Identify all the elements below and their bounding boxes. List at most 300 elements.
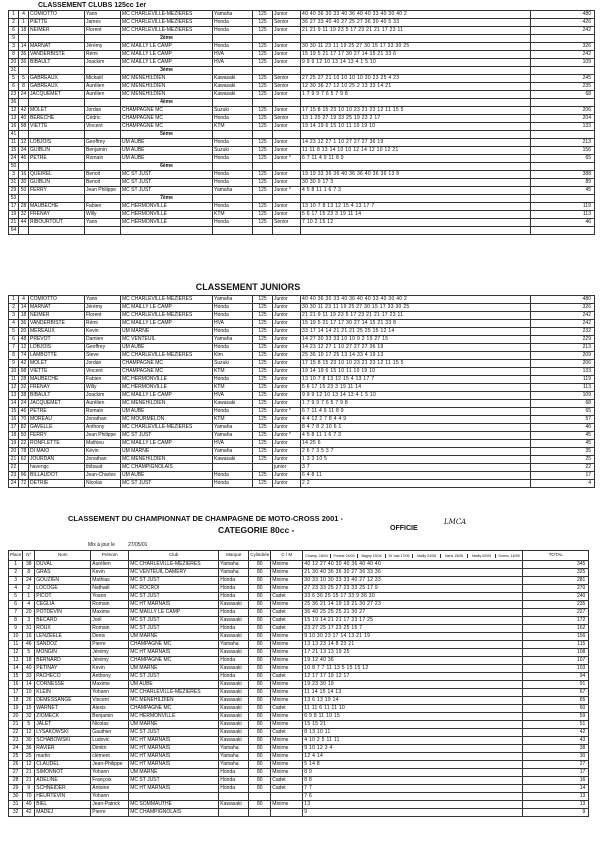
table-row [9,171,595,179]
table-cell: Mathias [91,577,129,585]
table-cell: 14 27 30 33 33 10 10 9 2 19 27 15 [301,336,531,344]
table-cell: Yann [85,11,121,19]
table-cell: MOLET [29,360,85,368]
table-cell: CHAMPAGNE MC [129,705,219,713]
table-cell: 388 [531,171,595,179]
table-cell: 96 [19,472,29,480]
table-cell: 4 5 8 11 1 6 7 3 [301,432,531,440]
table-cell [85,35,121,43]
table-cell: CHAMPAGNE MC [121,115,213,123]
table-cell: 27 [9,769,23,777]
table-row [9,569,589,577]
table-cell: 6 4 8 11 [301,472,531,480]
table-cell: 21 21 9 11 19 23 5 17 23 21 21 17 23 11 [301,27,531,35]
header-place: Place [9,551,23,561]
table-row [9,665,589,673]
table-cell: 13 [523,793,589,801]
table-cell: 28 [19,376,29,384]
table-cell: 480 [531,296,595,304]
table-cell: James [85,19,121,27]
table-cell: Yamaha [213,432,253,440]
table-cell: Maxime [91,681,129,689]
table-cell: 30 [9,793,23,801]
table-cell: 1 7 9 9 7 6 5 7 9 8 [301,91,531,99]
table-cell [29,195,85,203]
table-cell: Junior [273,147,301,155]
table-cell: CORNESSE [35,681,91,689]
header-rounds [303,551,523,561]
table-cell: Yamaha [213,187,253,195]
table-cell: François [91,777,129,785]
table-cell: Cadet [271,777,303,785]
table-cell: 16 [523,777,589,785]
table-row [9,689,589,697]
table-cell: 16 [9,681,23,689]
table-cell: Suzuki [213,360,253,368]
table-row [9,464,595,472]
table-cell: BIEL [35,801,91,809]
table-cell: 20 [23,609,35,617]
table-cell: 345 [523,561,589,569]
table-cell: 30 30 11 23 11 19 25 27 30 15 17 33 30 25 [301,304,531,312]
table-row [9,27,595,35]
table-cell: 125 [253,440,273,448]
table-cell: 125 [253,211,273,219]
table-cell: Minime [271,769,303,777]
table-cell: 125 [253,203,273,211]
table-cell: Minime [271,665,303,673]
table-cell: Jérémy [91,649,129,657]
table-cell: PETINAY [35,665,91,673]
table-cell: Junior [273,171,301,179]
table-cell: 19 19 33 36 36 40 36 36 40 36 36 13 8 [301,171,531,179]
table-cell: 22 [9,464,19,472]
table-row [9,328,595,336]
table-cell: 11 11 8 13 14 10 10 12 14 12 10 12 21 [301,147,531,155]
table-cell: MEREAUX [29,328,85,336]
table-cell: Honda [213,480,253,488]
table-row [9,320,595,328]
table-cell: MAUBECHE [29,376,85,384]
table-row [9,11,595,19]
table-cell: MC MENEHILDIEN [121,83,213,91]
table-cell: Kawasaki [213,400,253,408]
table-cell: 98 [19,123,29,131]
table-cell: MC MAILLY LE CAMP [129,609,219,617]
table-row [9,187,595,195]
table-cell: 326 [531,304,595,312]
table-cell: 4ème [121,99,213,107]
table-cell [253,35,273,43]
table-cell: 125 [253,336,273,344]
table-cell: Nicolas [91,721,129,729]
table-cell: 14 [9,400,19,408]
table-cell: 80 [249,657,271,665]
table-cell: Junior [273,424,301,432]
table-cell: MC CHARLEVILLE-MEZIERES [121,19,213,27]
table-cell: MOREAU [29,416,85,424]
table-cell: Junior [273,91,301,99]
table-cell: Kawasaki [219,697,249,705]
table-cell: Willy [85,384,121,392]
table-cell: 10 [23,689,35,697]
table-row [9,67,595,75]
table-row [9,59,595,67]
table-cell: Minime [271,633,303,641]
table-cell: 326 [531,43,595,51]
table-cell [213,67,253,75]
table-cell: MC VENTEUIL [121,336,213,344]
table-cell: 14 23 12 27 1 10 27 27 27 36 19 [301,139,531,147]
table-cell: 45 [531,440,595,448]
table-row [9,793,589,801]
table-cell: 125 [253,179,273,187]
table-row [9,617,589,625]
table-cell: Junior [273,43,301,51]
table-cell: RONFLETTE [29,440,85,448]
table-cell: 125 [253,352,273,360]
table-row [9,43,595,51]
table-row [9,424,595,432]
table-cell: 4 [9,585,23,593]
table-cell: Jean Philippe [85,187,121,195]
table-cell: Suzuki [213,107,253,115]
table-cell: Rémi [85,51,121,59]
header-cc: Cylindrée [249,551,271,561]
table-cell: 80 [249,697,271,705]
table-cell: Junior [273,360,301,368]
table-cell: Junior [273,328,301,336]
table-cell: Kawasaki [213,91,253,99]
table-cell: 46 [19,155,29,163]
table-cell: 125 [253,344,273,352]
table-cell: GABREAUX [29,75,85,83]
table-cell: 125 [253,360,273,368]
table-cell [85,227,121,235]
table-cell: Minime [271,761,303,769]
table-cell: Junior [273,139,301,147]
table-cell: MC MAILLY LE CAMP [121,51,213,59]
table-cell: Aurélien [85,400,121,408]
table-cell: Minime [271,801,303,809]
table-cell: MC ST JUST [129,577,219,585]
table-cell: 18 [23,657,35,665]
table-cell: Minime [271,601,303,609]
table-cell: Yamaha [213,11,253,19]
table-cell: 80 [249,785,271,793]
table-cell: 18 [9,432,19,440]
table-cell: 9 [9,35,19,43]
table-cell: CHAMPAGNE MC [121,360,213,368]
table-cell: 8 [9,352,19,360]
table-cell: 30 30 9 17 3 [301,179,531,187]
table-cell: ZIOMECK [35,713,91,721]
table-cell [531,67,595,75]
table-row [9,163,595,171]
table-cell: 36 [23,745,35,753]
table-cell: 19 [9,705,23,713]
table-cell: Damien [85,336,121,344]
table-cell: QUEIREL [29,171,85,179]
table-cell: 172 [523,617,589,625]
table-cell: 6ème [121,163,213,171]
table-cell [129,793,219,801]
table-cell: Honda [219,785,249,793]
table-cell: 125 [253,155,273,163]
table-cell: UM MARNE [129,721,219,729]
table-cell: RIBOURTOUT [29,219,85,227]
table-cell: 11 [9,641,23,649]
table-cell: Jérémy [91,657,129,665]
table-cell: Ludovic [91,737,129,745]
table-cell: 3 [9,577,23,585]
table-cell: 36 27 33 40 40 27 25 27 36 30 40 5 33 [301,19,531,27]
table-cell: 125 [253,384,273,392]
table-row [9,35,595,43]
table-row [9,416,595,424]
table-cell: Yoann [91,593,129,601]
table-cell: 72 [19,480,29,488]
table-row [9,440,595,448]
table-cell: MC CHAMPIGNOLAIS [129,809,219,817]
table-row [9,681,589,689]
table-cell: 11 11 6 11 11 10 [303,705,523,713]
table-cell [219,809,249,817]
table-cell: 65 [531,408,595,416]
table-cell: 12 [9,649,23,657]
table-cell: 46 [531,424,595,432]
table-cell: 4 [23,601,35,609]
table-row [9,296,595,304]
table-cell: Yamaha [213,424,253,432]
table-cell: 35 [531,448,595,456]
table-cell: 53 [9,195,19,203]
table-cell: Yamaha [213,296,253,304]
table-cell: UM AUBE [121,472,213,480]
table-cell: 17 [9,203,19,211]
table-cell: 125 [253,416,273,424]
table-cell: VIETTE [29,123,85,131]
table-cell: 80 [249,681,271,689]
table-cell [273,67,301,75]
table-row [9,123,595,131]
table-cell: 23 [9,91,19,99]
table-cell: 242 [531,320,595,328]
table-cell: MC ST JUST [129,729,219,737]
table-cell: 213 [531,139,595,147]
table-cell: Junior [273,211,301,219]
table-cell [531,195,595,203]
table-cell: 80 [249,801,271,809]
table-cell: MC ROCROI [129,585,219,593]
header-round: Fresne 24/03 [330,554,358,558]
table-cell: 23 27 25 17 23 25 15 7 [303,625,523,633]
table-cell: Honda [213,179,253,187]
table-cell: 50 [9,163,19,171]
table-cell: Honda [213,203,253,211]
table-cell: martin [35,753,91,761]
table-cell: BIBAULT [29,59,85,67]
table-cell: UM AUBE [129,681,219,689]
table-cell: Kawasaki [219,617,249,625]
table-cell: 125 [253,392,273,400]
table-cell: 32 [19,211,29,219]
table-cell: Junior [273,480,301,488]
table-row [9,801,589,809]
table-cell: 2 [9,569,23,577]
table-cell: 13 10 7 8 13 12 15 4 13 17 7 [301,203,531,211]
table-cell [301,163,531,171]
table-cell: Dimitri [91,745,129,753]
table-cell: Jonathan [85,456,121,464]
table-cell: 29 [9,187,19,195]
table-cell: 20 [9,448,19,456]
table-cell: 70 [23,793,35,801]
table-row [9,115,595,123]
table-cell: clément [91,753,129,761]
table-cell [253,67,273,75]
table-cell [85,67,121,75]
table-cell: 125 [253,59,273,67]
table-cell: 232 [531,328,595,336]
table-cell: 12 [9,107,19,115]
table-cell: Kawasaki [213,75,253,83]
table-cell: 44 [19,219,29,227]
table-cell: Benjamin [91,713,129,721]
table-cell: 242 [531,51,595,59]
table-cell: 40 [19,115,29,123]
table-cell: 22 [19,440,29,448]
table-cell: 4 [531,480,595,488]
table-cell: Junior * [273,155,301,163]
table-cell: Florent [85,27,121,35]
section-clubs-title: CLASSEMENT CLUBS 125cc 1er [38,2,147,9]
table-row [9,408,595,416]
table-cell: Willy [85,211,121,219]
table-cell [29,99,85,107]
table-cell: Cadet [271,673,303,681]
championship-title: CLASSEMENT DU CHAMPIONNAT DE CHAMPAGNE DE MOTO-CROSS 2001 - [68,514,344,523]
table-cell [253,464,273,472]
table-cell: 18 [9,697,23,705]
table-cell: 36 [9,99,19,107]
table-cell: Honda [213,408,253,416]
table-cell: 5 [9,593,23,601]
handwritten-mark: LMCA [444,518,467,526]
table-cell: GOUZIEN [35,577,91,585]
table-cell: 12 [23,761,35,769]
table-cell: Steve [85,352,121,360]
table-cell: MC MENEHILDIEN [121,456,213,464]
table-cell: 33 17 14 14 21 21 21 25 25 15 12 14 [301,328,531,336]
table-cell [19,195,29,203]
table-cell: Yann [85,219,121,227]
table-cell: 9 [23,785,35,793]
table-cell: 19 14 19 6 15 10 11 10 19 10 [301,123,531,131]
table-cell: 10 [9,368,19,376]
table-cell: 80 [249,713,271,721]
table-cell: Yohann [91,689,129,697]
table-cell: 7 10 2 15 12 [301,219,531,227]
table-cell: 80 [249,609,271,617]
table-cell: Joackim [85,392,121,400]
table-cell: 235 [523,601,589,609]
table-cell: 9 10 12 3 4 [303,745,523,753]
table-row [9,75,595,83]
table-cell: Yamaha [213,448,253,456]
table-cell [301,227,531,235]
table-cell: Cadet [271,625,303,633]
table-row [9,641,589,649]
table-cell [253,195,273,203]
table-cell: Junior [273,203,301,211]
table-cell: 80 [249,729,271,737]
table-cell: MC MENEHILDIEN [121,400,213,408]
table-cell: 2ème [121,35,213,43]
table-cell: 13 1 25 27 19 33 25 19 23 2 17 [301,115,531,123]
table-cell: PETRE [29,408,85,416]
table-row [9,480,595,488]
table-cell: 43 [523,737,589,745]
table-cell [253,227,273,235]
table-cell: 18 [19,312,29,320]
table-cell: FRENAY [29,384,85,392]
table-cell: JALET [35,721,91,729]
table-row [9,304,595,312]
table-row [9,195,595,203]
table-cell: 2 [23,585,35,593]
table-cell [213,131,253,139]
table-cell: Romain [85,155,121,163]
table-cell: 40 40 36 30 33 40 36 40 40 33 40 30 40 2 [301,11,531,19]
table-cell: Minime [271,561,303,569]
header-round: Haris 15/06 [440,554,468,558]
table-cell: BECARD [35,617,91,625]
table-cell: Sénior [273,219,301,227]
table-cell: Honda [219,585,249,593]
table-cell: MC HT MARNAIS [129,745,219,753]
table-cell: Cédric [85,115,121,123]
table-cell: 36 40 25 25 25 21 30 27 [303,609,523,617]
table-cell: CHAMPAGNE MC [121,368,213,376]
table-cell: 3ème [121,67,213,75]
table-cell: Jonathan [85,416,121,424]
table-cell: 20 [19,328,29,336]
table-cell: 115 [523,641,589,649]
table-cell: 80 [249,577,271,585]
table-cell: 12 [19,344,29,352]
table-cell: 9 9 9 12 10 13 14 13 4 1 5 10 [301,392,531,400]
table-row [9,785,589,793]
table-cell: 17 15 8 15 23 10 10 23 21 23 12 11 15 5 [301,360,531,368]
table-cell: 17 15 8 15 23 10 10 23 21 23 12 11 15 5 [301,107,531,115]
table-cell: Kévin [85,448,121,456]
table-cell: 30 [523,753,589,761]
table-cell: havengc [29,464,85,472]
table-cell: 40 [23,801,35,809]
table-cell: 103 [523,665,589,673]
table-cell: Kevin [85,328,121,336]
table-cell: 21 [9,219,19,227]
table-cell [273,35,301,43]
table-cell: UM AUBE [121,155,213,163]
table-cell [29,67,85,75]
table-cell: 23 [9,472,19,480]
table-cell [213,99,253,107]
table-cell: Cadet [271,593,303,601]
table-cell: 245 [531,75,595,83]
table-cell: 162 [523,625,589,633]
